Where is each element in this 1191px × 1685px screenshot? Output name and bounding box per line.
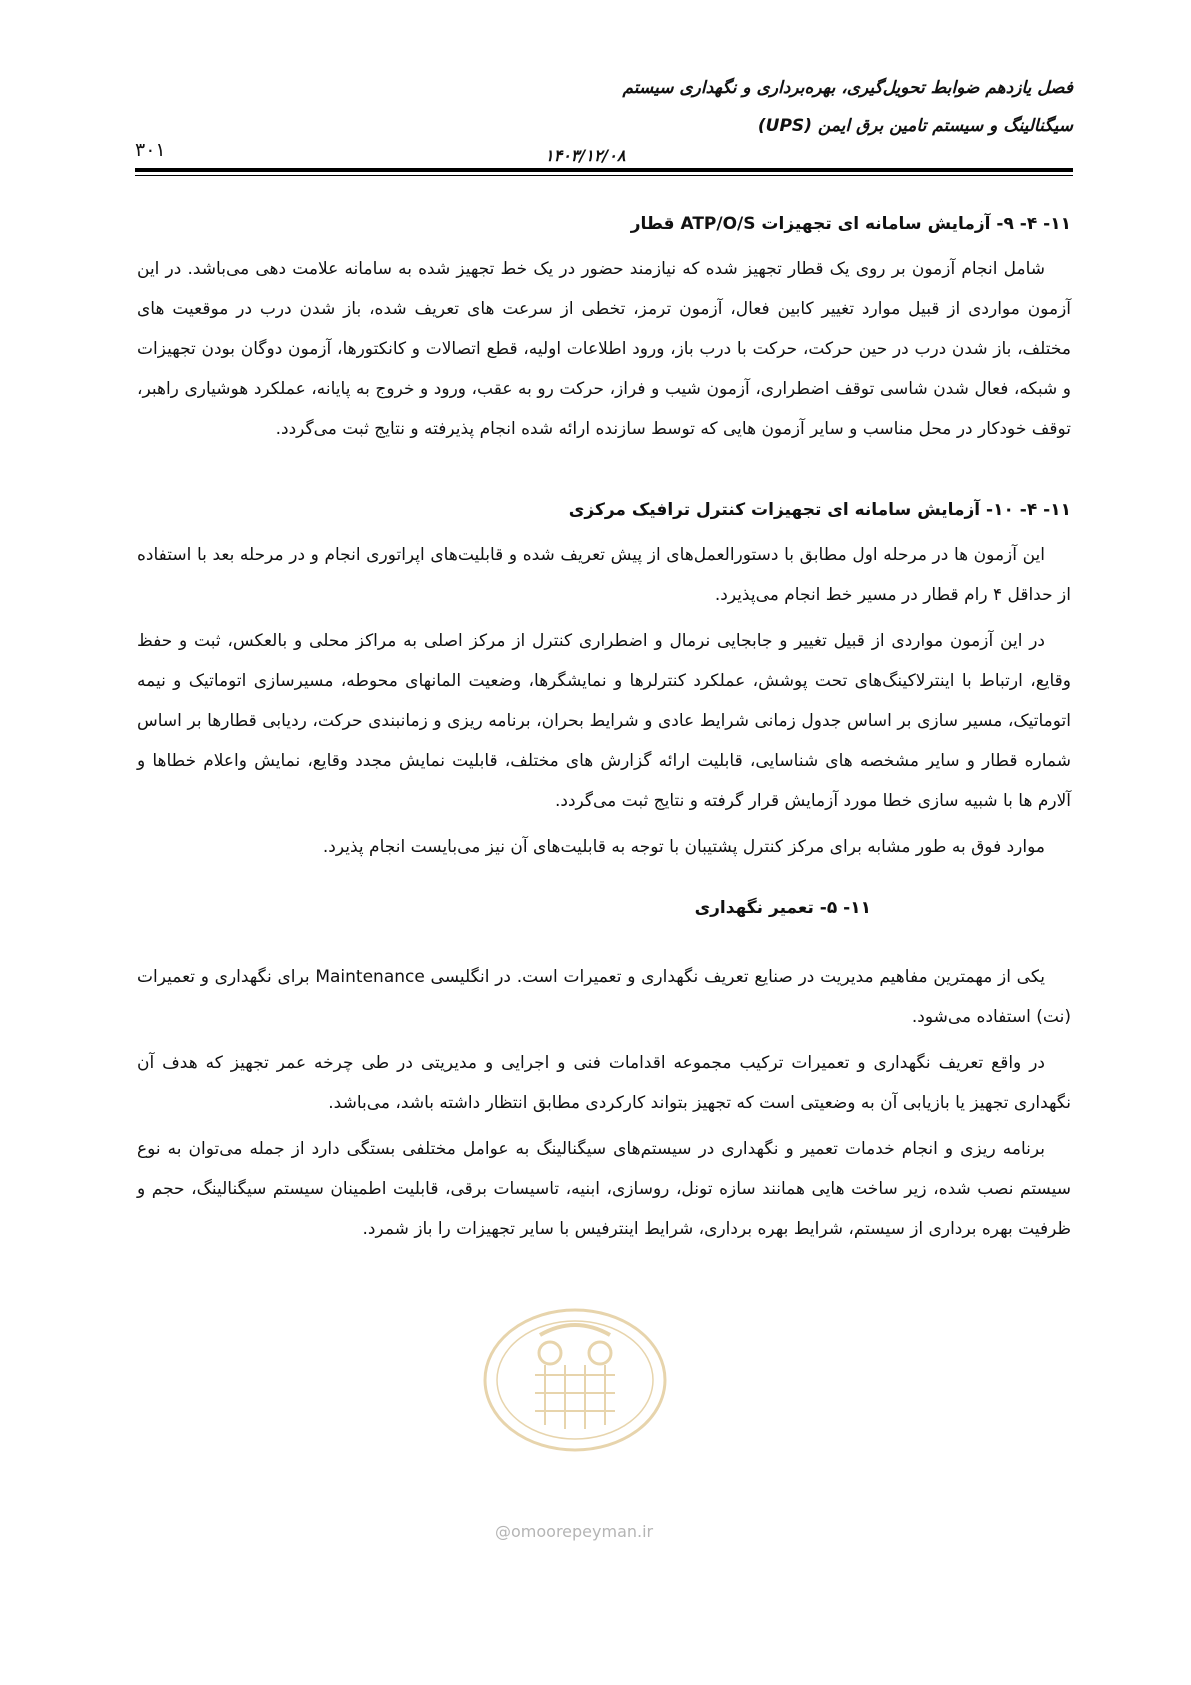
paragraph: در واقع تعریف نگهداری و تعمیرات ترکیب مجموعه اقدامات فنی و اجرایی و مدیریتی در طی چرخه عمر تجهیز که هدف آن نگهداری تجهیز یا بازیابی آن به وضعیتی است که تجهیز بتواند کارکردی مطابق انتظار داشته باشد، می‌باشد. bbox=[137, 1053, 1071, 1113]
header-rule-thick bbox=[135, 168, 1073, 172]
paragraph: شامل انجام آزمون بر روی یک قطار تجهیز شده که نیازمند حضور در یک خط تجهیز شده به سامانه علامت دهی می‌باشد. در این آزمون مواردی از قبیل موارد تغییر کابین فعال، آزمون ترمز، تخطی از سرعت های تعریف شده، باز شدن درب در موقعیت های مختلف، باز شدن درب در حین حرکت، حرکت با درب باز، ورود اطلاعات اولیه، قطع اتصالات و کانکتورها، آزمون دوگان بودن تجهیزات و شبکه، فعال شدن شاسی توقف اضطراری، آزمون شیب و فراز، حرکت رو به عقب، ورود و خروج به پایانه، عملکرد هوشیاری راهبر، توقف خودکار در محل مناسب و سایر آزمون هایی که توسط سازنده ارائه شده انجام پذیرفته و نتایج ثبت می‌گردد. bbox=[137, 259, 1071, 439]
spacer bbox=[137, 449, 1071, 491]
spacer bbox=[137, 867, 1071, 889]
watermark-seal-icon bbox=[480, 1305, 670, 1455]
header-title-line1: فصل یازدهم ضوابط تحویل‌گیری، بهره‌برداری و نگهداری سیستم bbox=[622, 78, 1073, 98]
header-date: ۱۴۰۳/۱۲/۰۸ bbox=[545, 146, 626, 165]
watermark-url: @omoorepeyman.ir bbox=[495, 1522, 654, 1541]
header-title-line2: سیگنالینگ و سیستم تامین برق ایمن (UPS) bbox=[757, 116, 1073, 136]
page-number: ۳۰۱ bbox=[135, 139, 166, 161]
paragraph: این آزمون ها در مرحله اول مطابق با دستورالعمل‌های از پیش تعریف شده و قابلیت‌های اپراتوری انجام و در مرحله بعد با استفاده از حداقل ۴ رام قطار در مسیر خط انجام می‌پذیرد. bbox=[137, 545, 1071, 605]
document-body bbox=[137, 205, 1071, 1249]
section-heading-maintenance: ۱۱- ۵- تعمیر نگهداری bbox=[694, 898, 871, 918]
spacer bbox=[137, 927, 1071, 951]
paragraph: یکی از مهمترین مفاهیم مدیریت در صنایع تعریف نگهداری و تعمیرات است. در انگلیسی Maintenance برای نگهداری و تعمیرات (نت) استفاده می‌شود. bbox=[137, 967, 1071, 1027]
section-heading-ctc: ۱۱- ۴- ۱۰- آزمایش سامانه ای تجهیزات کنترل ترافیک مرکزی bbox=[568, 500, 1071, 520]
paragraph: در این آزمون مواردی از قبیل تغییر و جابجایی نرمال و اضطراری کنترل از مرکز اصلی به مراکز محلی و بالعکس، ثبت و حفظ وقایع، ارتباط با اینترلاکینگ‌های تحت پوشش، عملکرد کنترلرها و نمایشگرها، وضعیت المانهای محوطه، مسیرسازی اتوماتیک و نیمه اتوماتیک، مسیر سازی بر اساس جدول زمانی شرایط عادی و شرایط بحران، برنامه ریزی و زمانبندی حرکت، ردیابی قطارها بر اساس شماره قطار و سایر مشخصه های شناسایی، قابلیت ارائه گزارش های مختلف، قابلیت نمایش مجدد وقایع، نمایش واعلام خطاها و آلارم ها با شبیه سازی خطا مورد آزمایش قرار گرفته و نتایج ثبت می‌گردد. bbox=[137, 631, 1071, 811]
paragraph: برنامه ریزی و انجام خدمات تعمیر و نگهداری در سیستم‌های سیگنالینگ به عوامل مختلفی بستگی دارد از جمله می‌توان به نوع سیستم نصب شده، زیر ساخت هایی همانند سازه تونل، روسازی، ابنیه، تاسیسات برقی، قابلیت اطمینان سیستم سیگنالینگ، حجم و ظرفیت بهره برداری از سیستم، شرایط بهره برداری، شرایط اینترفیس با سایر تجهیزات را باز شمرد. bbox=[137, 1139, 1071, 1239]
paragraph: موارد فوق به طور مشابه برای مرکز کنترل پشتیبان با توجه به قابلیت‌های آن نیز می‌بایست انجام پذیرد. bbox=[322, 837, 1045, 857]
section-heading-atp: ۱۱- ۴- ۹- آزمایش سامانه ای تجهیزات ATP/O/S قطار bbox=[630, 214, 1071, 234]
header-rule-thin bbox=[135, 175, 1073, 176]
